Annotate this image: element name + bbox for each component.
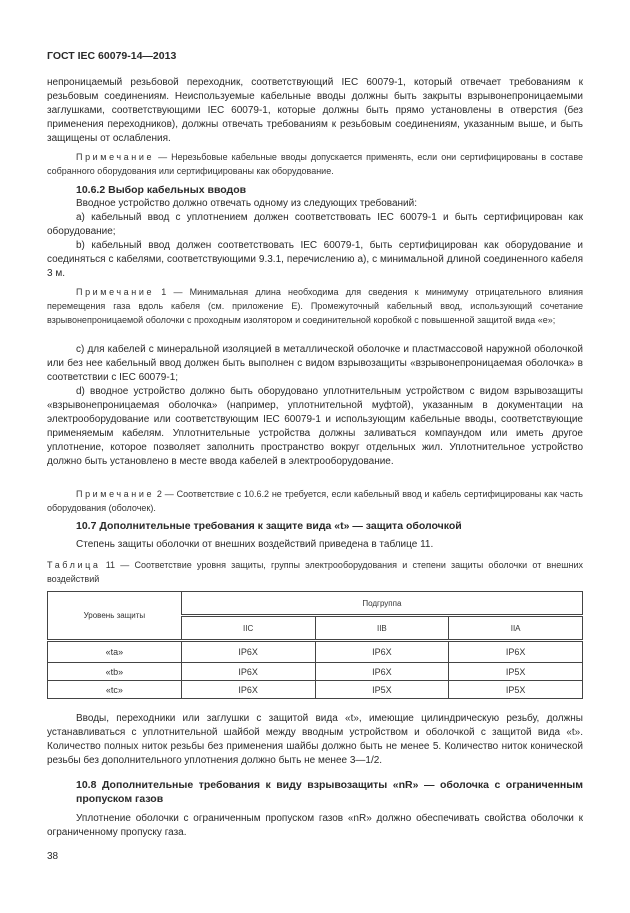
document-header: ГОСТ IEC 60079-14—2013 — [47, 50, 177, 62]
list-item-d: d) вводное устройство должно быть оборудовано уплотнительным устройством с видом взрывозащиты «взрывонепроницаемая оболочка» (например, уплотнительной муфтой), указанным в документации на электрооборудование или соответствующим IEC 60079-1 и использующим кабельные вводы, соответствующие применяемым кабелям. Уплотнительные устройства должны заливаться компаундом или иметь другое уплотнение, которое позволяет заполнить пространство вокруг отдельных жил. Уплотнительное устройство должно быть установлено в месте ввода кабелей в электрооборудование. — [47, 386, 583, 467]
cell: IP5X — [449, 663, 583, 681]
cell: IP5X — [315, 681, 449, 699]
section-heading-10-7: 10.7 Дополнительные требования к защите вида «t» — защита оболочкой — [76, 520, 462, 532]
note-text: 2 — Соответствие с 10.6.2 не требуется, если кабельный ввод и кабель сертифицированы как часть оборудования (оболочек). — [47, 489, 583, 513]
note-text: — Нерезьбовые кабельные вводы допускается применять, если они сертифицированы в составе собранного оборудования или сертифицированы как оборудование. — [47, 152, 583, 176]
paragraph: Вводы, переходники или заглушки с защитой вида «t», имеющие цилиндрическую резьбу, должны устанавливаться с уплотнительной шайбой между вводным устройством и оболочкой с защитой вида «t». Количество полных ниток резьбы без применения шайбы должно быть не менее 5. Количество ниток конической резьбы без дополнительного уплотнения должно быть не менее 3—1/2. — [47, 713, 583, 766]
paragraph: Вводное устройство должно отвечать одному из следующих требований: — [76, 198, 417, 209]
cell: IP5X — [449, 681, 583, 699]
note-2 — [47, 487, 583, 515]
header-subcol: IIA — [449, 616, 583, 641]
cell-level: «ta» — [48, 641, 182, 663]
cell: IP6X — [181, 641, 315, 663]
header-level: Уровень защиты — [48, 592, 182, 641]
table-row — [48, 663, 583, 681]
list-item-b: b) кабельный ввод должен соответствовать IEC 60079-1, быть сертифицирован как оборудование и соединяться с кабелями, соответствующими 9.3.1, перечислению а), с минимальной длиной соединенного кабеля 3 м. — [47, 240, 583, 279]
header-subcol: IIC — [181, 616, 315, 641]
paragraph: непроницаемый резьбовой переходник, соответствующий IEC 60079-1, который отвечает требованиям к резьбовым соединениям. Неиспользуемые кабельные вводы должны быть закрыты взрывонепроницаемыми заглушками, соответствующими IEC 60079-1, которые должны быть прямо установлены в отверстия (без применения переходников), должны отвечать требованиям к резьбовым соединениям, указанным выше, и быть защищены от ослабления. — [47, 77, 583, 144]
section-heading-10-6-2: 10.6.2 Выбор кабельных вводов — [76, 184, 247, 196]
cell: IP6X — [315, 663, 449, 681]
cell: IP6X — [181, 681, 315, 699]
note-label: Примечание — [76, 287, 155, 297]
paragraph: Уплотнение оболочки с ограниченным пропуском газов «nR» должно обеспечивать свойства оболочки к ограниченному пропуску газа. — [47, 813, 583, 838]
note-text: 1 — Минимальная длина необходима для сведения к минимуму отрицательного влияния перемещения газа вдоль кабеля (см. приложение Е). Промежуточный кабельный ввод, использующий сочетание взрывонепроницаемой оболочки с проходным изолятором и соединительной коробкой с повышенной защитой вида «е»; — [47, 287, 583, 325]
table-caption-label: Таблица — [47, 560, 101, 570]
table-caption-text: 11 — Соответствие уровня защиты, группы электрооборудования и степени защиты оболочки от внешних воздействий — [47, 560, 583, 584]
section-heading-10-8: 10.8 Дополнительные требования к виду взрывозащиты «nR» — оболочка с ограниченным пропуском газов — [76, 779, 583, 805]
note-label: Примечание — [76, 152, 155, 162]
list-item-a: a) кабельный ввод с уплотнением должен соответствовать IEC 60079-1 и быть сертифицирован как оборудование; — [47, 212, 583, 237]
note-label: Примечание — [76, 489, 155, 499]
note — [47, 150, 583, 178]
cell-level: «tb» — [48, 663, 182, 681]
cell: IP6X — [181, 663, 315, 681]
header-subcol: IIB — [315, 616, 449, 641]
protection-table — [47, 591, 583, 699]
list-item-c: c) для кабелей с минеральной изоляцией в металлической оболочке и пластмассовой наружной оболочкой или без нее кабельный ввод должен быть выполнен с видом взрывозащиты «взрывонепроницаемая оболочка» в соответствии с IEC 60079-1; — [47, 344, 583, 383]
note-1 — [47, 285, 583, 327]
paragraph: Степень защиты оболочки от внешних воздействий приведена в таблице 11. — [76, 539, 434, 550]
page-number: 38 — [47, 851, 59, 862]
cell: IP6X — [449, 641, 583, 663]
cell: IP6X — [315, 641, 449, 663]
table-caption — [47, 558, 583, 586]
table-row — [48, 681, 583, 699]
header-subgroup: Подгруппа — [181, 592, 582, 616]
cell-level: «tc» — [48, 681, 182, 699]
table-row — [48, 641, 583, 663]
